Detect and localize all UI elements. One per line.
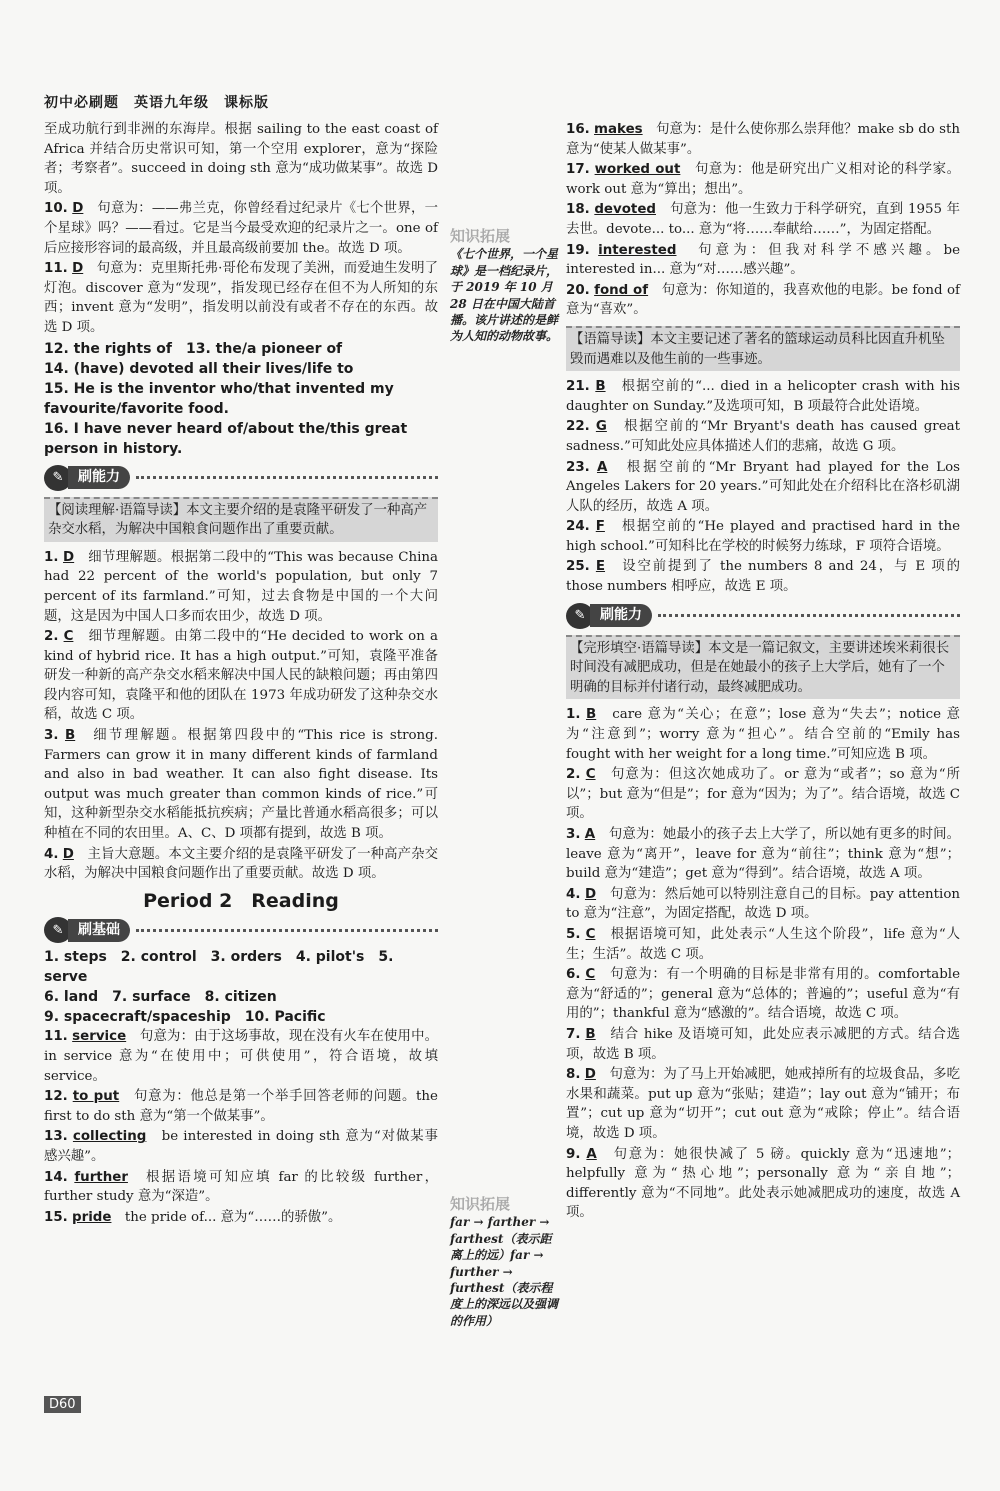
item-answer: devoted — [594, 202, 656, 218]
fill-answer-line: 12. the rights of 13. the/a pioneer of — [44, 340, 343, 357]
answer-item — [566, 557, 960, 596]
answer-item — [44, 1168, 438, 1207]
answer-item — [44, 726, 438, 844]
item-answer: F — [595, 519, 605, 535]
answer-item — [44, 1087, 438, 1126]
item-number: 3. — [566, 827, 581, 842]
item-answer: B — [586, 707, 597, 723]
item-explanation: 句意为：是什么使你那么崇拜他？make sb do sth 意为“使某人做某事”。 — [566, 122, 960, 157]
item-answer: fond of — [594, 282, 649, 298]
fill-answer-line: 16. I have never heard of/about the/this great person in history. — [44, 420, 408, 457]
answer-item — [566, 377, 960, 416]
item-explanation: 句意为：但我对科学不感兴趣。be interested in... 意为“对……感兴趣”。 — [566, 242, 961, 278]
answer-item — [44, 199, 438, 258]
intro-text: 至成功航行到非洲的东海岸。根据 sailing to the east coast of Africa 并结合历史常识可知，第一个空用 explorer，意为“探险者；考察者”。succeed in doing sth 意为“成功做某事”。故选 D 项。 — [44, 122, 438, 196]
item-number: 1. — [44, 549, 59, 565]
item-answer: service — [72, 1029, 127, 1045]
item-explanation: 主旨大意题。本文主要介绍的是袁隆平研发了一种高产杂交水稻，为解决中国粮食问题作出了重要贡献。故选 D 项。 — [44, 846, 439, 882]
item-explanation: 根据语境可知应填 far 的比较级 further，further study 意为“深造”。 — [44, 1169, 439, 1205]
reading-guide-box: 【语篇导读】本文主要记述了著名的篮球运动员科比因直升机坠毁而遇难以及他生前的一些事迹。 — [566, 326, 960, 371]
item-answer: worked out — [594, 162, 681, 178]
item-explanation: 句意为：他一生致力于科学研究，直到 1955 年去世。devote... to... 意为“将……奉献给……”，为固定搭配。 — [566, 202, 960, 237]
answer-item — [566, 160, 960, 199]
answer-item — [566, 200, 960, 239]
item-explanation: 根据空前的“He played and practised hard in the high school.”可知科比在学校的时候努力练球，F 项符合语境。 — [566, 519, 960, 554]
period-title: Period 2 Reading — [143, 889, 339, 912]
answer-item — [566, 1025, 960, 1064]
item-explanation: be interested in doing sth 意为“对做某事感兴趣”。 — [44, 1129, 438, 1164]
answer-list — [44, 199, 438, 337]
answer-item — [566, 1065, 960, 1143]
item-explanation: 结合 hike 及语境可知，此处应表示减肥的方式。结合选项，故选 B 项。 — [566, 1026, 960, 1062]
answer-item — [44, 845, 438, 884]
item-explanation: 设空前提到了 the numbers 8 and 24，与 E 项的 those numbers 相呼应，故选 E 项。 — [566, 559, 961, 595]
answer-item — [44, 548, 438, 626]
answer-item — [566, 517, 960, 556]
item-answer: D — [62, 846, 74, 862]
answer-item — [566, 120, 960, 159]
answer-item — [566, 885, 960, 924]
note-title: 知识拓展 — [450, 1195, 511, 1213]
answer-item — [566, 765, 960, 824]
pencil-icon: ✎ — [44, 917, 72, 943]
item-answer: makes — [594, 122, 643, 137]
item-answer: C — [585, 967, 596, 983]
item-answer: collecting — [72, 1129, 147, 1145]
item-explanation: 句意为：他总是第一个举手回答老师的问题。the first to do sth 意为“第一个做某事”。 — [44, 1089, 438, 1124]
fill-answer-line: 1. steps 2. control 3. orders 4. pilot's 5. serve — [44, 949, 394, 986]
left-column — [44, 120, 438, 1228]
item-answer: A — [586, 1146, 597, 1162]
answer-item — [44, 1127, 438, 1166]
item-number: 4. — [566, 886, 581, 902]
item-number: 6. — [566, 967, 581, 983]
answer-item — [566, 241, 960, 280]
item-number: 9. — [566, 1146, 581, 1162]
item-number: 19. — [566, 242, 590, 258]
page-number: D60 — [44, 1396, 81, 1413]
item-number: 13. — [44, 1129, 68, 1145]
fill-answer-line: 6. land 7. surface 8. citizen — [44, 989, 277, 1006]
knowledge-note — [450, 228, 560, 345]
item-answer: C — [585, 926, 596, 942]
item-number: 11. — [44, 1029, 68, 1045]
item-explanation: care 意为“关心；在意”；lose 意为“失去”；notice 意为“注意到”；worry 意为“担心”。结合空前的“Emily has fought with her weight for a long time.”可知应选 B 项。 — [566, 707, 960, 762]
item-answer: B — [64, 728, 76, 744]
item-answer: B — [595, 379, 606, 395]
item-explanation: 句意为：他是研究出广义相对论的科学家。work out 意为“算出；想出”。 — [566, 162, 961, 197]
item-explanation: 句意为：你知道的，我喜欢他的电影。be fond of 意为“喜欢”。 — [566, 282, 960, 318]
item-answer: D — [584, 1067, 596, 1083]
item-number: 1. — [566, 707, 581, 723]
item-number: 23. — [566, 459, 590, 475]
note-text: 《七个世界，一个星球》是一档纪录片，于 2019 年 10 月 28 日在中国大陆首播。该片讲述的是鲜为人知的动物故事。 — [450, 247, 559, 344]
item-number: 2. — [44, 629, 59, 645]
answer-item — [566, 925, 960, 964]
item-number: 16. — [566, 122, 590, 137]
item-answer: G — [595, 419, 607, 435]
item-explanation: 句意为：她最小的孩子去上大学了，所以她有更多的时间。leave 意为“离开”，leave for 意为“前往”；think 意为“想”；build 意为“建造”；get 意为“得到”。结合语境，故选 A 项。 — [566, 827, 961, 882]
item-explanation: 句意为：由于这场事故，现在没有火车在使用中。in service 意为“在使用中；可供使用”，符合语境，故填 service。 — [44, 1029, 439, 1084]
item-explanation: 根据空前的“Mr Bryant's death has caused great sadness.”可知此处应具体描述人们的悲痛，故选 G 项。 — [566, 419, 960, 454]
item-answer: D — [72, 261, 84, 277]
item-answer: B — [585, 1026, 596, 1042]
item-explanation: 句意为：然后她可以特别注意自己的目标。pay attention to 意为“注意”，为固定搭配，故选 D 项。 — [566, 886, 961, 922]
answer-list — [566, 705, 960, 1222]
item-explanation: 细节理解题。根据第四段中的“This rice is strong. Farmers can grow it in many different kinds of farmland and also in bad weather. It can also fight disease. Its output was much greater than common kinds of rice.”可知，这种新型杂交水稻能抵抗疾病；产量比普通水稻高很多；可以种植在不同的农田里。A、C、D 项都有提到，故选 B 项。 — [44, 728, 438, 842]
fill-answer-line: 9. spacecraft/spaceship 10. Pacific — [44, 1009, 326, 1026]
answer-item — [566, 458, 960, 517]
cloze-guide-box: 【完形填空·语篇导读】本文是一篇记叙文，主要讲述埃米莉很长时间没有减肥成功，但是在她最小的孩子上大学后，她有了一个明确的目标并付诸行动，最终减肥成功。 — [566, 635, 960, 700]
answer-item — [44, 627, 438, 725]
item-answer: A — [596, 459, 608, 475]
item-answer: E — [595, 559, 606, 575]
fill-answers — [44, 947, 438, 1027]
answer-item — [44, 259, 438, 337]
item-number: 25. — [566, 559, 590, 575]
item-answer: to put — [72, 1089, 120, 1105]
item-number: 5. — [566, 926, 581, 942]
answer-item — [44, 1208, 438, 1228]
pencil-icon: ✎ — [566, 603, 594, 629]
section-badge: ✎ 刷能力 — [44, 465, 438, 491]
item-number: 15. — [44, 1209, 68, 1225]
item-number: 21. — [566, 379, 590, 395]
item-number: 14. — [44, 1169, 68, 1185]
item-answer: A — [584, 827, 596, 842]
item-explanation: the pride of... 意为“……的骄傲”。 — [124, 1209, 342, 1225]
item-number: 17. — [566, 162, 590, 178]
item-number: 20. — [566, 282, 590, 298]
item-explanation: 句意为：为了马上开始减肥，她戒掉所有的垃圾食品，多吃水果和蔬菜。put up 意为“张贴；建造”；lay out 意为“铺开；布置”；cut up 意为“切开”；cut out 意为“戒除；停止”。结合语境，故选 D 项。 — [566, 1067, 961, 1141]
item-explanation: 句意为：有一个明确的目标是非常有用的。comfortable 意为“舒适的”；general 意为“总体的；普遍的”；useful 意为“有用的”；thankful 意为“感激的”。结合语境，故选 C 项。 — [566, 967, 961, 1022]
item-explanation: 句意为：但这次她成功了。or 意为“或者”；so 意为“所以”；but 意为“但是”；for 意为“因为；为了”。结合语境，故选 C 项。 — [566, 767, 961, 822]
fill-answer-line: 14. (have) devoted all their lives/life to — [44, 360, 354, 377]
fill-answer-line: 15. He is the inventor who/that invented my favourite/favorite food. — [44, 380, 394, 417]
item-explanation: 根据空前的“Mr Bryant had played for the Los Angeles Lakers for 20 years.”可知此处在介绍科比在洛杉矶湖人队的经历，故选 A 项。 — [566, 459, 961, 514]
fill-answers — [44, 339, 438, 459]
section-badge: ✎ 刷基础 — [44, 917, 438, 943]
item-explanation: 细节理解题。由第二段中的“He decided to work on a kind of hybrid rice. It has a high output.”可知，袁隆平准备研发一种新的高产杂交水稻来解决中国人民的缺粮问题；再由第四段内容可知，袁隆平和他的团队在 1973 年成功研发了这种杂交水稻，故选 C 项。 — [44, 629, 438, 723]
answer-list — [566, 377, 960, 597]
page-header: 初中必刷题 英语九年级 课标版 — [44, 95, 269, 111]
answer-item — [566, 965, 960, 1024]
item-explanation: 根据空前的“... died in a helicopter crash with his daughter on Sunday.”及选项可知，B 项最符合此处语境。 — [566, 379, 960, 414]
item-explanation: 句意为：克里斯托弗·哥伦布发现了美洲，而爱迪生发明了灯泡。discover 意为“发现”，指发现已经存在但不为人所知的东西；invent 意为“发明”，指发明以前没有或者不存在的东西。故选 D 项。 — [44, 261, 439, 335]
answer-list — [566, 120, 960, 320]
item-answer: pride — [72, 1209, 112, 1225]
item-explanation: 根据语境可知，此处表示“人生这个阶段”，life 意为“人生；生活”。故选 C 项。 — [566, 926, 960, 962]
answer-item — [566, 705, 960, 764]
note-title: 知识拓展 — [450, 227, 511, 245]
item-explanation: 细节理解题。根据第二段中的“This was because China had 22 percent of the world's population, but only 7 percent of its farmland.”可知，过去食物是中国的一个大问题，这是因为中国人口多而农田少，故选 D 项。 — [44, 549, 438, 624]
item-explanation: 句意为：她很快减了 5 磅。quickly 意为“迅速地”；helpfully 意为“热心地”；personally 意为“亲自地”；differently 意为“不同地”。此处表示她减肥成功的速度，故选 A 项。 — [566, 1146, 960, 1221]
item-answer: D — [72, 201, 84, 217]
answer-item — [566, 1145, 960, 1223]
item-answer: interested — [598, 242, 677, 258]
item-explanation: 句意为：——弗兰克，你曾经看过纪录片《七个世界，一个星球》吗？——看过。它是当今最受欢迎的纪录片之一。one of 后应接形容词的最高级，并且最高级前要加 the。故选 D 项。 — [44, 201, 439, 256]
item-answer: D — [584, 886, 597, 902]
item-answer: D — [63, 549, 75, 565]
item-answer: further — [74, 1169, 128, 1185]
right-column — [566, 120, 960, 1224]
pencil-icon: ✎ — [44, 465, 72, 491]
answer-item — [566, 825, 960, 884]
item-number: 11. — [44, 261, 68, 277]
item-number: 10. — [44, 201, 68, 217]
item-number: 3. — [44, 728, 59, 744]
item-number: 8. — [566, 1067, 581, 1083]
item-answer: C — [63, 629, 74, 645]
answer-item — [44, 1027, 438, 1086]
answer-list — [44, 1027, 438, 1227]
answer-item — [566, 417, 960, 456]
note-text: far → farther → farthest（表示距离上的远）far → further → furthest（表示程度上的深远以及强调的作用） — [450, 1215, 559, 1328]
answer-list — [44, 548, 438, 884]
item-number: 7. — [566, 1026, 581, 1042]
reading-guide-box: 【阅读理解·语篇导读】本文主要介绍的是袁隆平研发了一种高产杂交水稻，为解决中国粮食问题作出了重要贡献。 — [44, 497, 438, 542]
item-number: 12. — [44, 1089, 68, 1105]
section-badge: ✎ 刷能力 — [566, 603, 960, 629]
item-answer: C — [585, 767, 596, 783]
item-number: 2. — [566, 767, 581, 783]
answer-item — [566, 281, 960, 320]
item-number: 22. — [566, 419, 590, 435]
item-number: 4. — [44, 846, 59, 862]
item-number: 18. — [566, 202, 590, 218]
knowledge-note — [450, 1196, 560, 1329]
item-number: 24. — [566, 519, 590, 535]
